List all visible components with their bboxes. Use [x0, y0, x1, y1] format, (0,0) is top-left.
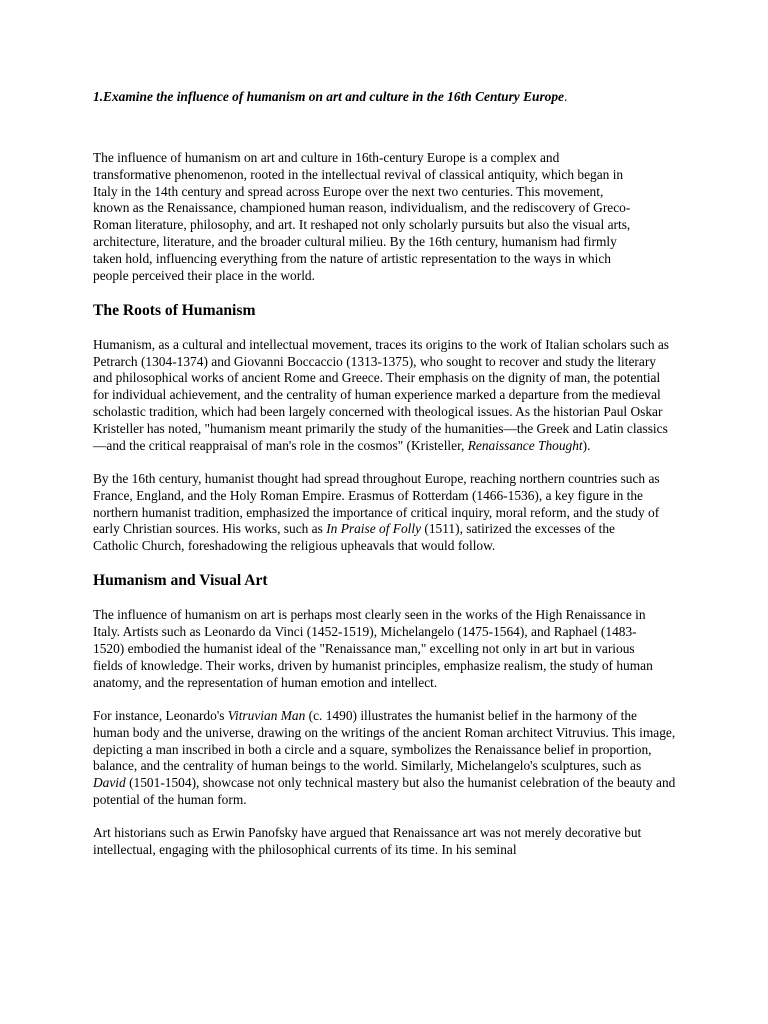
roots-paragraph-1-end: ). — [582, 437, 591, 453]
question-text: 1.Examine the influence of humanism on art and culture in the 16th Century Europe — [93, 89, 564, 104]
section-heading-visual-art: Humanism and Visual Art — [93, 572, 268, 590]
art-paragraph-1: The influence of humanism on art is perhaps most clearly seen in the works of the High Renaissance in Italy. Artists such as Leonardo da Vinci (1452-1519), Michelangelo (1475-1564), and Raphael (1483-1520) embodied the humanist ideal of the "Renaissance man," excelling not only in art but in various fields of knowledge. Their works, driven by humanist principles, emphasize realism, the study of human anatomy, and the representation of human emotion and intellect. — [93, 607, 653, 690]
work-title-vitruvian-man: Vitruvian Man — [227, 707, 306, 723]
art-paragraph-2 — [93, 708, 676, 809]
question-period: . — [564, 89, 568, 104]
art-paragraph-2-intro: For instance, Leonardo's — [93, 707, 228, 723]
roots-paragraph-2-end: (1511), satirized the excesses of the Catholic Church, foreshadowing the religious upheavals that would follow. — [93, 521, 615, 554]
intro-paragraph: The influence of humanism on art and culture in 16th-century Europe is a complex and transformative phenomenon, rooted in the intellectual revival of classical antiquity, which began in Italy in the 14th century and spread across Europe over the next two centuries. This movement, known as the Renaissance, championed human reason, individualism, and the rediscovery of Greco-Roman literature, philosophy, and art. It reshaped not only scholarly pursuits but also the visual arts, architecture, literature, and the broader cultural milieu. By the 16th century, humanism had firmly taken hold, influencing everything from the nature of artistic representation to the ways in which people perceived their place in the world. — [93, 150, 631, 283]
art-paragraph-3: Art historians such as Erwin Panofsky have argued that Renaissance art was not merely decorative but intellectual, engaging with the philosophical currents of its time. In his seminal — [93, 825, 642, 857]
citation-title-renaissance-thought: Renaissance Thought — [467, 437, 583, 453]
art-paragraph-2-end: (1501-1504), showcase not only technical mastery but also the humanist celebration of the beauty and potential of the human form. — [93, 775, 676, 807]
work-title-david: David — [93, 775, 126, 791]
roots-paragraph-2 — [93, 471, 661, 555]
art-paragraph-2-middle: (c. 1490) illustrates the humanist belief in the harmony of the human body and the universe, drawing on the writings of the ancient Roman architect Vitruvius. This image, depicting a man inscribed in both a circle and a square, symbolizes the Renaissance belief in proportion, balance, and the centrality of human beings to the world. Similarly, Michelangelo's sculptures, such as — [93, 707, 676, 774]
roots-paragraph-1-text: Humanism, as a cultural and intellectual movement, traces its origins to the work of Italian scholars such as Petrarch (1304-1374) and Giovanni Boccaccio (1313-1375), who sought to recover and study the literary and philosophical works of ancient Rome and Greece. Their emphasis on the dignity of man, the potential for individual achievement, and the centrality of human experience marked a departure from the medieval scholastic tradition, which had been largely concerned with theological issues. As the historian Paul Oskar Kristeller has noted, "humanism meant primarily the study of the humanities—the Greek and Latin classics—and the critical reappraisal of man's role in the cosmos" (Kristeller, — [93, 336, 670, 453]
section-heading-roots: The Roots of Humanism — [93, 301, 256, 319]
essay-body — [93, 150, 683, 875]
roots-paragraph-2-text: By the 16th century, humanist thought had spread throughout Europe, reaching northern countries such as France, England, and the Holy Roman Empire. Erasmus of Rotterdam (1466-1536), a key figure in the northern humanist tradition, emphasized the importance of critical inquiry, moral reform, and the study of early Christian sources. His works, such as — [93, 470, 660, 537]
work-title-praise-of-folly: In Praise of Folly — [326, 521, 422, 537]
question-heading — [93, 88, 693, 105]
roots-paragraph-1 — [93, 337, 677, 455]
